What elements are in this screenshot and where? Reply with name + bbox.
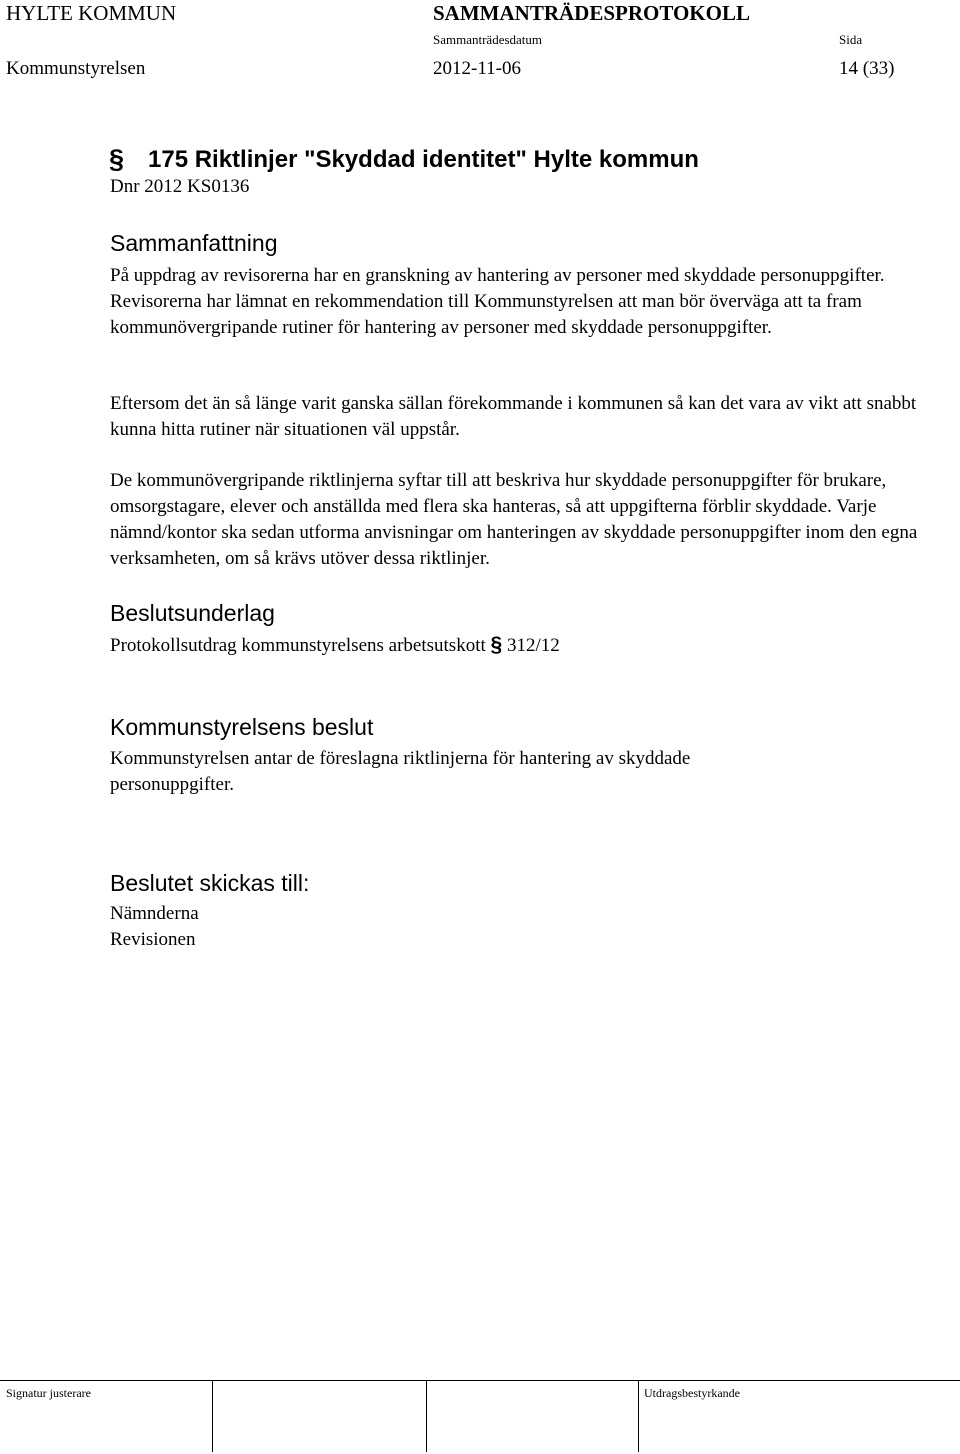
signature-label: Signatur justerare — [6, 1386, 91, 1400]
footer-divider — [0, 1380, 960, 1381]
page-number: 14 (33) — [839, 58, 895, 79]
basis-heading: Beslutsunderlag — [110, 600, 275, 626]
footer-cell-divider — [212, 1380, 213, 1452]
organization-name: HYLTE KOMMUN — [6, 1, 177, 25]
basis-text-prefix: Protokollsutdrag kommunstyrelsens arbetsutskott — [110, 635, 491, 656]
section-title: 175 Riktlinjer "Skyddad identitet" Hylte kommun — [148, 146, 699, 173]
decision-text: Kommunstyrelsen antar de föreslagna riktlinjerna för hantering av skyddade personuppgifter. — [110, 748, 691, 795]
governing-body-name: Kommunstyrelsen — [6, 58, 146, 79]
decision-heading: Kommunstyrelsens beslut — [110, 714, 374, 740]
basis-text-suffix: 312/12 — [502, 635, 560, 656]
document-type: SAMMANTRÄDESPROTOKOLL — [433, 1, 750, 25]
extract-verification-label: Utdragsbestyrkande — [644, 1386, 740, 1400]
distribution-recipient: Revisionen — [110, 929, 196, 950]
basis-text — [110, 633, 560, 657]
meeting-date: 2012-11-06 — [433, 58, 521, 79]
footer-cell-divider — [638, 1380, 639, 1452]
summary-heading: Sammanfattning — [110, 230, 278, 256]
distribution-heading: Beslutet skickas till: — [110, 870, 310, 896]
meeting-date-label: Sammanträdesdatum — [433, 32, 543, 47]
case-number: Dnr 2012 KS0136 — [110, 176, 250, 197]
footer-cell-divider — [426, 1380, 427, 1452]
distribution-recipient: Nämnderna — [110, 903, 199, 924]
paragraph-sign: § — [109, 144, 125, 174]
summary-paragraph-1: På uppdrag av revisorerna har en granskning av hantering av personer med skyddade personuppgifter. Revisorerna har lämnat en rekommendation till Kommunstyrelsen att man bör överväga att ta fram kommunövergripande rutiner för hantering av personer med skyddade personuppgifter. — [110, 265, 885, 338]
page-label: Sida — [839, 32, 863, 47]
summary-paragraph-3: De kommunövergripande riktlinjerna syftar till att beskriva hur skyddade personuppgifter för brukare, omsorgstagare, elever och anställda med flera ska hanteras, så att uppgifterna förblir skyddade. Varje nämnd/kontor ska sedan utforma anvisningar om hanteringen av skyddade personuppgifter inom den egna verksamheten, om så krävs utöver dessa riktlinjer. — [110, 470, 918, 569]
basis-paragraph-sign: § — [490, 633, 503, 656]
summary-paragraph-2: Eftersom det än så länge varit ganska sällan förekommande i kommunen så kan det vara av vikt att snabbt kunna hitta rutiner när situationen väl uppstår. — [110, 393, 917, 440]
